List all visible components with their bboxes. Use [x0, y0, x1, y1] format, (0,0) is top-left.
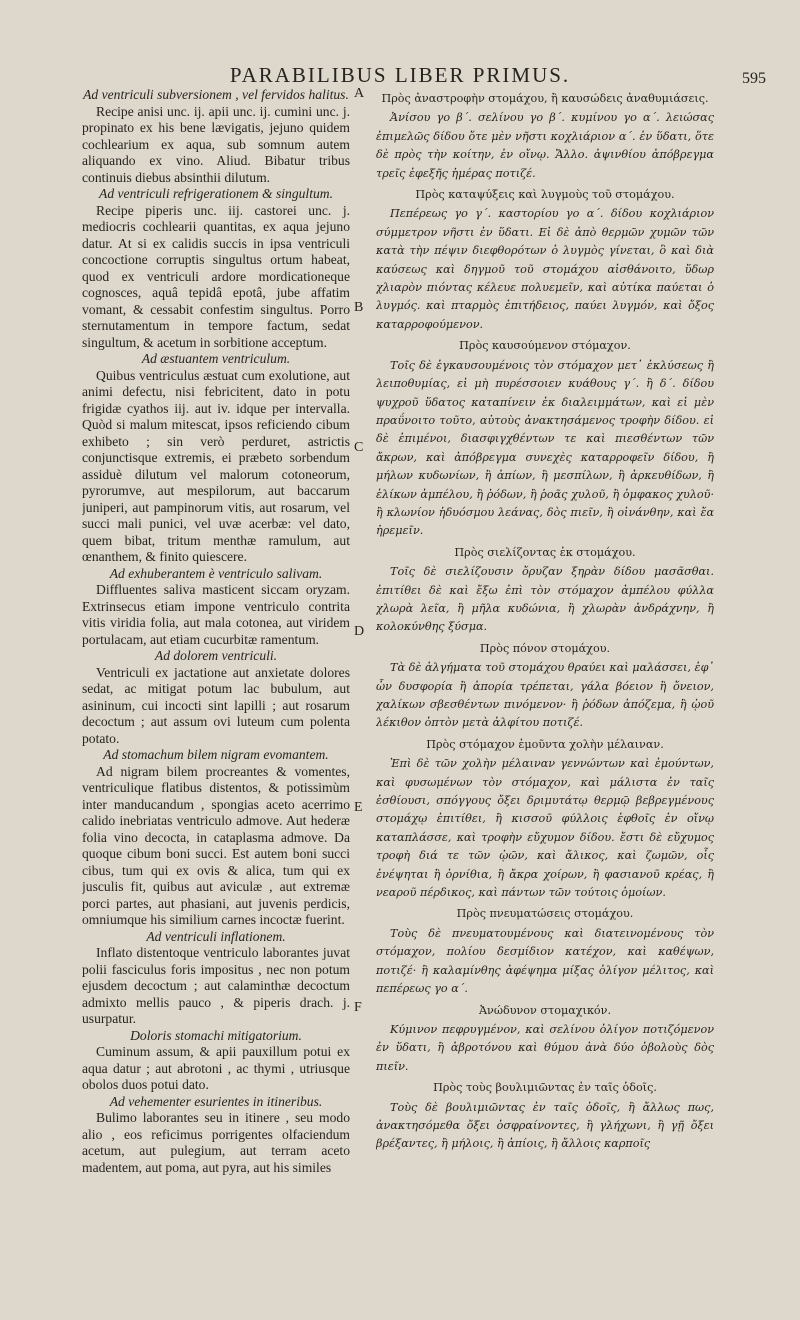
paragraph: Τοῖς δὲ σιελίζουσιν ὄρυζαν ξηρὰν δίδου μασᾶσθαι. ἐπιτίθει δὲ καὶ ἔξω ἐπὶ τὸν στόμαχον ἀμπέλου φύλλα χλωρὰ λεῖα, ἢ μῆλα κυδώνια, ἢ χλωρὰν ἀνδράχνην, ἢ κολοκύνθης ξύσμα.: [376, 565, 714, 634]
paragraph: Recipe anisi unc. ij. apii unc. ij. cumini unc. j. propinato ex his bene lævigatis, jejuno quidem cochlearium ex aqua, sub somnum autem aliquando ex vino. Aliud. Bibatur tribus continuis diebus absinthii dilutum.: [82, 103, 350, 185]
section-heading: Doloris stomachi mitigatorium.: [130, 1027, 302, 1043]
paragraph: Recipe piperis unc. iij. castorei unc. j. mediocris cochlearii quantitas, ex aqua jejuno datur. At si ex calidis succis in ipsa ventriculi concoctione corruptis singultus ortum habeat, quod ex ventriculi ardore mordicationeque cognosces, aquâ tepidâ epotâ, jube affatim vomant, & cessabit confestim singultus. Porro sternutamentum in tempore factum, sedat singultum, & acetum in sorbitione acceptum.: [82, 202, 350, 350]
section-heading: Ad vehementer esurientes in itineribus.: [109, 1093, 323, 1109]
paragraph: Ad nigram bilem procreantes & vomentes, ventriculique flatibus distentos, & potissimùm inter manducandum , spongias aceto acerrimo calido inebriatas ventriculo admove. Aut hederæ folia vino decocta, in cataplasma admove. Da quoque cibum boni succi. Est autem boni succi cibus, tum qui ex ovis & alica, tum qui ex jusculis fit, quibus aut aviculæ , aut extremæ porci partes, aut phasiani, aut juvenis perdicis, omniumque his similium carnes incoctæ fuerint.: [82, 763, 350, 927]
margin-letter-d: D: [354, 624, 365, 639]
section-heading: Πρὸς πνευματώσεις στομάχου.: [456, 907, 634, 921]
running-title: PARABILIBUS LIBER PRIMUS.: [229, 63, 571, 87]
paragraph: Bulimo laborantes seu in itinere , seu modo alio , eos reficimus porrigentes olfaciendum acetum, aut pulegium, aut terram aceto madentem, aut poma, aut pyra, aut his similes: [82, 1110, 350, 1175]
section-heading: Πρὸς ἀναστροφὴν στομάχου, ἢ καυσώδεις ἀναθυμιάσεις.: [381, 92, 709, 105]
section-heading: Ad stomachum bilem nigram evomantem.: [103, 747, 329, 762]
margin-letter-e: E: [354, 800, 363, 815]
section-heading: Πρὸς καταψύξεις καὶ λυγμοὺς τοῦ στομάχου.: [415, 188, 675, 202]
page-number: 595: [742, 70, 766, 87]
paragraph: Diffluentes saliva masticent siccam oryzam. Extrinsecus etiam impone ventriculo contrita vitis viridia folia, aut mala cotonea, aut viridem portulacam, aut etiam cucurbitæ ramentum.: [82, 582, 350, 647]
section-heading: Πρὸς στόμαχον ἐμοῦντα χολὴν μέλαιναν.: [426, 737, 664, 751]
paragraph: Πεπέρεως γο γ΄. καστορίου γο α΄. δίδου κοχλιάριον σύμμετρον νῆστι ἐν ὕδατι. Εἰ δὲ ἀπὸ θερμῶν χυμῶν τῶν κατὰ τὴν πέψιν διεφθορότων ὁ λυγμὸς γίνεται, ὃ καὶ διὰ καύσεως καὶ δηγμοῦ τοῦ στομάχου αἰσθάνοιτο, ὕδωρ χλιαρὸν πιόντας κέλευε πολυεμεῖν, καὶ αὐτίκα παύεται ὁ λυγμός. καὶ πταρμὸς ἐπιτήδειος, παύει λυγμόν, καὶ ὄξος καταρροφούμενον.: [376, 207, 714, 331]
paragraph: Ἐπὶ δὲ τῶν χολὴν μέλαιναν γεννώντων καὶ ἐμούντων, καὶ φυσωμένων τὸν στόμαχον, καὶ μάλιστα ἐν ταῖς ἐσθίουσι, σπόγγους ὄξει δριμυτάτῳ θερμῷ βεβρεγμένους στομάχῳ ἐπιτίθει, ἢ κισσοῦ φύλλοις ἑφθοῖς ἐν οἴνῳ καταπλάσσε, καὶ τροφὴν εὔχυμον δίδου. ἔστι δὲ εὔχυμος τροφὴ διά τε τῶν ᾠῶν, καὶ ἄλικος, καὶ ζωμῶν, οἷς ἐνέψηται ἢ ὀρνίθια, ἢ ἄκρα χοίρων, ἢ φασιανοῦ κρέας, ἢ νεαροῦ πέρδικος, καὶ πάντων τῶν τούτοις ὁμοίων.: [376, 757, 714, 900]
section-heading: Πρὸς σιελίζοντας ἐκ στομάχου.: [454, 545, 636, 559]
section-heading: Ad ventriculi refrigerationem & singultum.: [99, 186, 333, 201]
latin-column: [82, 87, 350, 1237]
paragraph: Ventriculi ex jactatione aut anxietate dolores sedat, ac mitigat potum lac bubulum, aut asininum, cui incocti sint lapilli ; aut rosarum decoctum ; aut assum ovi luteum cum polenta potato.: [82, 664, 350, 746]
section-heading: Ad dolorem ventriculi.: [154, 648, 278, 663]
paragraph: Quibus ventriculus æstuat cum exolutione, aut animi defectu, nisi febricitent, dato in potu frigidæ cyathos iij. aut iv. idque per intervalla. Quòd si malum mitescat, ipsos reficiendo cibum exhibeto ; sin verò perduret, astrictis conjunctisque extremis, ei præbeto sorbendum assiduè dilutum vel malorum cotoneorum, pyrorumve, aut mespilorum, aut baccarum juniperi, aut pampinorum vitis, aut rosarum, vel succi mali punici, vel uvæ acerbæ: vel dato, quem bibat, tritum menthæ ramulum, aut œnanthem, & finito quiescere.: [82, 367, 350, 564]
section-heading: Ad ventriculi inflationem.: [146, 928, 286, 944]
section-heading: Ad æstuantem ventriculum.: [141, 351, 291, 366]
section-heading: Πρὸς καυσούμενον στόμαχον.: [459, 339, 631, 353]
margin-letter-a: A: [354, 86, 365, 101]
paragraph: Κύμινον πεφρυγμένον, καὶ σελίνου ὀλίγον ποτιζόμενον ἐν ὕδατι, ἢ ἀβροτόνου καὶ θύμου ἀνὰ δύο ὀβολοὺς δὸς πιεῖν.: [376, 1022, 714, 1073]
paragraph: Cuminum assum, & apii pauxillum potui ex aqua datur ; aut abrotoni , ac thymi , utriusque obolos duos potui dato.: [82, 1044, 350, 1092]
margin-letter-c: C: [354, 440, 364, 455]
margin-letter-f: F: [354, 1000, 362, 1015]
paragraph: Ἀνίσου γο β΄. σελίνου γο β΄. κυμίνου γο α΄. λειώσας ἐπιμελῶς δίδου ὅτε μὲν νῆστι κοχλιάριον α΄. ἐν ὕδατι, ὅτε δὲ πρὸς τὴν κοίτην, ἐν οἴνῳ. Ἄλλο. ἀψινθίου ἀπόβρεγμα τρεῖς ἐφεξῆς ἡμέρας ποτιζέ.: [376, 111, 714, 180]
paragraph: Inflato distentoque ventriculo laborantes juvat polii fasciculus foris impositus , nec non potum ejusdem decoctum ; aut calaminthæ decoctum admixto mellis pauco , & piperis drach. j. usurpatur.: [82, 945, 350, 1026]
section-heading: Ad exhuberantem è ventriculo salivam.: [109, 565, 323, 581]
section-heading: Πρὸς πόνον στομάχου.: [479, 641, 611, 655]
paragraph: Τοὺς δὲ πνευματουμένους καὶ διατεινομένους τὸν στόμαχον, πολίου δεσμίδιον κατέχον, καὶ καθέψων, ποτιζέ· ἢ καλαμίνθης ἀφέψημα μίξας ὀλίγον μέλιτος, καὶ πεπέρεως γο α΄.: [376, 926, 714, 996]
greek-column: [376, 87, 714, 1237]
paragraph: Τὰ δὲ ἀλγήματα τοῦ στομάχου θραύει καὶ μαλάσσει, ἐφ᾽ ὧν δυσφορία ἢ ἀπορία τρέπεται, γάλα βόειον ἢ ὄνειον, χαλίκων σβεσθέντων πινόμενον· ἢ ῥόδων ἀπόζεμα, ἢ ᾠοῦ λέκιθον ὀπτὸν μετὰ ἀλφίτου ποτιζέ.: [376, 661, 714, 730]
margin-letter-b: B: [354, 300, 364, 315]
section-heading: Πρὸς τοὺς βουλιμιῶντας ἐν ταῖς ὁδοῖς.: [433, 1081, 657, 1095]
section-heading: Ad ventriculi subversionem , vel fervidos halitus.: [83, 87, 349, 102]
paragraph: Τοὺς δὲ βουλιμιῶντας ἐν ταῖς ὁδοῖς, ἢ ἄλλως πως, ἀνακτησόμεθα ὄξει ὀσφραίνοντες, ἢ γλήχωνι, ἢ γῇ ὄξει βρέξαντες, ἢ μήλοις, ἢ ἀπίοις, ἢ ἄλλοις καρποῖς: [376, 1100, 714, 1151]
paragraph: Τοῖς δὲ ἐγκαυσουμένοις τὸν στόμαχον μετ᾽ ἐκλύσεως ἢ λειποθυμίας, εἰ μὴ πυρέσσοιεν κυάθους γ΄. ἢ δ΄. δίδου ψυχροῦ ὕδατος καταπίνειν ἐκ διαλειμμάτων, καὶ εἰ μὲν πραΰνοιτο τοῦτο, αὐτοὺς ἀνακτησάμενος τροφὴν δίδου. εἰ δὲ ἐπιμένοι, διασφιγχθέντων τε καὶ πιεσθέντων τῶν ἄκρων, καὶ ἀπόβρεγμα συνεχὲς καταρροφεῖν δίδου, ἢ μήλων κυδωνίων, ἢ ἀπίων, ἢ μεσπίλων, ἢ ἀρκευθίδων, ἢ ἑλίκων ἀμπέλου, ἢ ῥόδων, ἢ ῥοᾶς χυλοῦ, ἢ ὀμφακος χυλοῦ· ἢ κλωνίον ἡδυόσμου λεάνας, δὸς πιεῖν, ἢ οἰνάνθην, καὶ ἔα ἠρεμεῖν.: [376, 358, 714, 538]
section-heading: Ἀνώδυνον στομαχικόν.: [478, 1003, 612, 1017]
